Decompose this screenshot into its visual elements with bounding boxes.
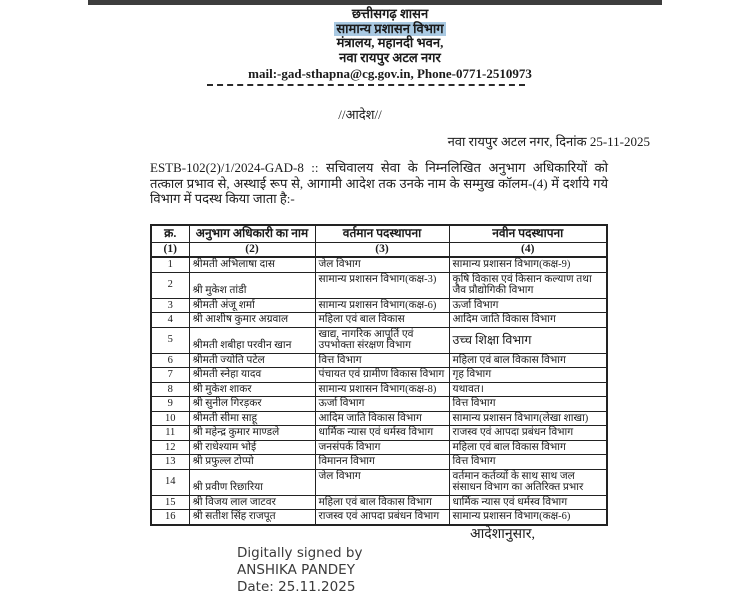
cell-sn: 9 — [151, 397, 189, 412]
posting-table — [150, 224, 608, 526]
cell-sn: 2 — [151, 272, 189, 298]
cell-name: श्रीमती अंजू शर्मा — [189, 298, 315, 313]
cell-new: वित्त विभाग — [449, 455, 607, 470]
cell-sn: 16 — [151, 510, 189, 525]
column-header-current-posting: वर्तमान पदस्थापना — [315, 225, 449, 242]
cell-name: श्री सतीश सिंह राजपूत — [189, 510, 315, 525]
cell-sn: 11 — [151, 426, 189, 441]
cell-new: ऊर्जा विभाग — [449, 298, 607, 313]
department-name-highlighted: सामान्य प्रशासन विभाग — [336, 20, 444, 36]
cell-sn: 13 — [151, 455, 189, 470]
window-top-bar — [88, 0, 662, 5]
cell-sn: 10 — [151, 411, 189, 426]
cell-sn: 15 — [151, 495, 189, 510]
signature-line-2: ANSHIKA PANDEY — [237, 562, 355, 578]
cell-current: राजस्व एवं आपदा प्रबंधन विभाग — [315, 510, 449, 525]
cell-new: सामान्य प्रशासन विभाग(लेखा शाखा) — [449, 411, 607, 426]
cell-sn: 5 — [151, 327, 189, 353]
digital-signature-block — [237, 545, 362, 596]
cell-new: गृह विभाग — [449, 368, 607, 383]
cell-name: श्री प्रवीण रिछारिया — [189, 469, 315, 495]
cell-new: धार्मिक न्यास एवं धर्मस्व विभाग — [449, 495, 607, 510]
cell-sn: 3 — [151, 298, 189, 313]
cell-sn: 12 — [151, 440, 189, 455]
cell-current: सामान्य प्रशासन विभाग(कक्ष-6) — [315, 298, 449, 313]
table-row — [151, 382, 607, 397]
cell-sn: 14 — [151, 469, 189, 495]
column-number-3: (3) — [315, 242, 449, 257]
table-row — [151, 272, 607, 298]
cell-name: श्रीमती सीमा साहू — [189, 411, 315, 426]
city-line: नवा रायपुर अटल नगर — [339, 49, 441, 65]
table-row — [151, 298, 607, 313]
cell-sn: 7 — [151, 368, 189, 383]
cell-sn: 4 — [151, 313, 189, 328]
cell-current: ऊर्जा विभाग — [315, 397, 449, 412]
cell-name: श्री आशीष कुमार अग्रवाल — [189, 313, 315, 328]
cell-current: सामान्य प्रशासन विभाग(कक्ष-8) — [315, 382, 449, 397]
cell-current: जेल विभाग — [315, 469, 449, 495]
table-row — [151, 469, 607, 495]
cell-name: श्री मुकेश तांडी — [189, 272, 315, 298]
cell-current: धार्मिक न्यास एवं धर्मस्व विभाग — [315, 426, 449, 441]
cell-new: वर्तमान कर्तव्यों के साथ साथ जल संसाधन विभाग का अतिरिक्त प्रभार — [449, 469, 607, 495]
column-number-1: (1) — [151, 242, 189, 257]
table-row — [151, 495, 607, 510]
place-date-line: नवा रायपुर अटल नगर, दिनांक 25-11-2025 — [447, 134, 650, 149]
cell-name: श्री विजय लाल जाटवर — [189, 495, 315, 510]
table-row — [151, 397, 607, 412]
as-ordered-text: आदेशानुसार, — [470, 527, 535, 542]
cell-new: कृषि विकास एवं किसान कल्याण तथा जैव प्रौद्योगिकी विभाग — [449, 272, 607, 298]
cell-current: पंचायत एवं ग्रामीण विकास विभाग — [315, 368, 449, 383]
table-row — [151, 440, 607, 455]
cell-current: महिला एवं बाल विकास — [315, 313, 449, 328]
cell-sn: 6 — [151, 353, 189, 368]
order-title: //आदेश// — [338, 107, 382, 122]
cell-current: वित्त विभाग — [315, 353, 449, 368]
cell-new: सामान्य प्रशासन विभाग(कक्ष-9) — [449, 257, 607, 272]
cell-new: यथावत। — [449, 382, 607, 397]
column-header-officer-name: अनुभाग अधिकारी का नाम — [189, 225, 315, 242]
signature-line-3: Date: 25.11.2025 — [237, 579, 356, 595]
cell-new: महिला एवं बाल विकास विभाग — [449, 353, 607, 368]
ministry-address-line: मंत्रालय, महानदी भवन, — [336, 35, 444, 50]
table-row — [151, 510, 607, 525]
cell-current: सामान्य प्रशासन विभाग(कक्ष-3) — [315, 272, 449, 298]
cell-current: आदिम जाति विकास विभाग — [315, 411, 449, 426]
government-name: छत्तीसगढ़ शासन — [351, 6, 429, 21]
order-paragraph: ESTB-102(2)/1/2024-GAD-8 :: सचिवालय सेवा के निम्नलिखित अनुभाग अधिकारियों को तत्काल प्रभाव से, अस्थाई रूप से, आगामी आदेश तक उनके नाम के सम्मुख कॉलम-(4) में दर्शाये गये विभाग में पदस्थ किया जाता है:- — [150, 160, 608, 206]
cell-new: राजस्व एवं आपदा प्रबंधन विभाग — [449, 426, 607, 441]
cell-new: महिला एवं बाल विकास विभाग — [449, 440, 607, 455]
cell-current: जेल विभाग — [315, 257, 449, 272]
table-row — [151, 257, 607, 272]
cell-current: विमानन विभाग — [315, 455, 449, 470]
table-row — [151, 327, 607, 353]
cell-name: श्री प्रफुल्ल टोप्पो — [189, 455, 315, 470]
cell-new: वित्त विभाग — [449, 397, 607, 412]
table-row — [151, 426, 607, 441]
column-header-new-posting: नवीन पदस्थापना — [449, 225, 607, 242]
table-body — [151, 257, 607, 525]
cell-name: श्री मुकेश शाकर — [189, 382, 315, 397]
contact-line: mail:-gad-sthapna@cg.gov.in, Phone-0771-2510973 — [248, 66, 532, 81]
cell-sn: 1 — [151, 257, 189, 272]
document-letterhead — [150, 7, 630, 65]
dashed-divider — [207, 84, 525, 86]
cell-new: आदिम जाति विकास विभाग — [449, 313, 607, 328]
cell-name: श्रीमती अभिलाषा दास — [189, 257, 315, 272]
column-header-serial: क्र. — [151, 225, 189, 242]
signature-line-1: Digitally signed by — [237, 545, 363, 561]
column-number-4: (4) — [449, 242, 607, 257]
cell-name: श्रीमती ज्योति पटेल — [189, 353, 315, 368]
table-row — [151, 368, 607, 383]
cell-current: जनसंपर्क विभाग — [315, 440, 449, 455]
cell-sn: 8 — [151, 382, 189, 397]
table-subheader-row — [151, 242, 607, 257]
cell-name: श्री राधेश्याम भोई — [189, 440, 315, 455]
cell-name: श्रीमती स्नेहा यादव — [189, 368, 315, 383]
cell-name: श्री महेन्द्र कुमार माण्डले — [189, 426, 315, 441]
table-row — [151, 353, 607, 368]
column-number-2: (2) — [189, 242, 315, 257]
table-row — [151, 455, 607, 470]
cell-current: महिला एवं बाल विकास विभाग — [315, 495, 449, 510]
cell-new: सामान्य प्रशासन विभाग(कक्ष-6) — [449, 510, 607, 525]
cell-name: श्रीमती शबीहा परवीन खान — [189, 327, 315, 353]
cell-current: खाद्य, नागरिक आपूर्ति एवं उपभोक्ता संरक्षण विभाग — [315, 327, 449, 353]
cell-new: उच्च शिक्षा विभाग — [449, 327, 607, 353]
table-row — [151, 313, 607, 328]
table-header-row — [151, 225, 607, 242]
cell-name: श्री सुनील गिरड़कर — [189, 397, 315, 412]
table-row — [151, 411, 607, 426]
